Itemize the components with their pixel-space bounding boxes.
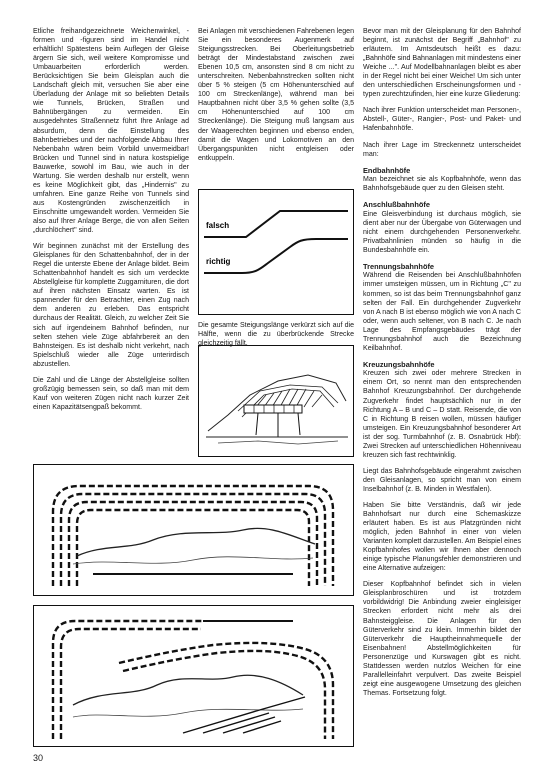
label-richtig: richtig	[206, 257, 231, 266]
section-heading: Endbahnhöfe	[363, 165, 411, 175]
paragraph: Die Zahl und die Länge der Abstellgleise sollten großzügig bemessen sein, so daß man mit dem Kauf von weiteren Zügen nicht nach kurzer Zeit einen Kapazitätsengpaß bekommt.	[33, 376, 189, 411]
text-column-2	[198, 27, 354, 170]
track-plan-shadow-station	[33, 464, 354, 596]
gradient-diagram	[198, 189, 354, 315]
paragraph: Wir beginnen zunächst mit der Erstellung des Gleisplanes für den Schattenbahnhof, der in der Regel die unterste Ebene der Anlage bildet. Beim Schattenbahnhof handelt es sich um verdeckte Abstellgleise für komplette Zuggarnituren, die dort auf ihren nächsten Einsatz warten. Es ist spannender für den Betrachter, einen Zug nach dem anderen zu erleben. Das entspricht durchaus der Realität. Gleich, zu welcher Zeit Sie sich auf irgendeinem Bahnhof befinden, nur selten stehen viele Züge abfahrbereit an den Bahnsteigen. Es ist deshalb nicht verkehrt, nach Spielschluß wieder alle Züge unterirdisch abzustellen.	[33, 243, 189, 368]
text-column-3	[363, 27, 521, 705]
paragraph: Während die Reisenden bei Anschlußbahnhöfen immer umsteigen müssen, um in Richtung „C" zu kommen, so ist das beim Trennungsbahnhof ganz selten der Fall. Ein durchgehender Zugverkehr von A nach B ist ebenso möglich wie von A nach C oder, wenn auch seltener, von B nach C. Je nach Lage des Empfangsgebäudes trägt der Trennungsbahnhof auch die Bezeichnung Keilbahnhof.	[363, 272, 521, 352]
paragraph: Nach ihrer Lage im Streckennetz unterscheidet man:	[363, 141, 521, 158]
figure-caption: Die gesamte Steigungslänge verkürzt sich auf die Hälfte, wenn die zu überbrückende Strecke gleichzeitig fällt.	[198, 322, 354, 348]
paragraph: Haben Sie bitte Verständnis, daß wir jede Bahnhofsart nur durch eine Schemaskizze erläutert haben. Es ist aus Platzgründen nicht möglich, jeden Bahnhof in einer von vielen Varianten komplett darzustellen. Am Beispiel eines Kopfbahnhofes wollen wir Ihnen aber dennoch einige typische Planungsfehler demonstrieren und eine Alternative aufzeigen:	[363, 501, 521, 573]
label-falsch: falsch	[206, 221, 230, 230]
ramp-illustration	[198, 345, 354, 457]
section-heading: Trennungsbahnhöfe	[363, 261, 435, 271]
paragraph: Liegt das Bahnhofsgebäude eingerahmt zwischen den Gleisanlagen, so spricht man von einem Inselbahnhof (z. B. Minden in Westfalen).	[363, 467, 521, 493]
paragraph: Dieser Kopfbahnhof befindet sich in vielen Gleisplanbroschüren und ist trotzdem vorbildwidrig! Die Anbindung zweier eingleisiger Strecken erfordert nicht mehr als drei Bahnsteiggleise. Die Anlagen für den Güterverkehr sind zu klein. Immerhin bildet der Güterverkehr die Hauptheinnahmequelle der Eisenbahnen! Abstellmöglichkeiten für Personenzüge und Kurswagen gibt es nicht. Stattdessen werden nutzlos Weichen für eine Parallelleinfahrt verpulvert. Das zweite Beispiel zeigt eine ausgewogene Umsetzung des gleichen Themas. Fortsetzung folgt.	[363, 581, 521, 697]
section-heading: Kreuzungsbahnhöfe	[363, 359, 435, 369]
paragraph: Man bezeichnet sie als Kopfbahnhöfe, wenn das Bahnhofsgebäude quer zu den Gleisen steht.	[363, 176, 521, 193]
page-number: 30	[33, 753, 44, 763]
section-heading: Anschlußbahnhöfe	[363, 200, 430, 210]
paragraph: Bei Anlagen mit verschiedenen Fahrebenen legen Sie ein besonderes Augenmerk auf Steigungsstrecken. Bei Oberleitungsbetrieb beträgt der Mindestabstand zwischen zwei Ebenen 10,5 cm, ansonsten sind 8 cm nicht zu unterschreiten. Nebenbahnstrecken sollten nicht über 5 % steigen (5 cm Höhenunterschied auf 100 cm Streckenlänge), während man bei Hauptbahnen nicht über 3,5 % gehen sollte (3,5 cm Höhenunterschied auf 100 cm Streckenlänge). Die Steigung muß langsam aus der Waagerechten beginnen und ebenso enden, damit die Wagen und Lokomotiven an den Übergangspunkten nicht entgleisen oder entkuppeln.	[198, 28, 354, 162]
paragraph: Bevor man mit der Gleisplanung für den Bahnhof beginnt, ist zunächst der Begriff „Bahnhof" zu erläutern. Im Amtsdeutsch heißt es dazu: „Bahnhöfe sind Bahnanlagen mit mindestens einer Weiche ...". Auf Modellbahnanlagen bleibt es aber in der Regel nicht bei einer Weiche! Um sich unter den unterschiedlichen Erscheinungsformen und -typen zurechtzufinden, hier eine kurze Gliederung:	[363, 28, 521, 99]
paragraph: Nach ihrer Funktion unterscheidet man Personen-, Abstell-, Güter-, Rangier-, Post- und Paket- und Hafenbahnhöfe.	[363, 107, 521, 133]
right-ramp-line	[204, 239, 348, 273]
text-column-1	[33, 27, 189, 419]
paragraph: Etliche freihandgezeichnete Weichenwinkel, -formen und -figuren sind im Handel nicht erhältlich! Spätestens beim Auflegen der Gleise ärgern Sie sich, weil weitere Kompromisse und Umbauarbeiten erforderlich werden. Berücksichtigen Sie beim Gleisplan auch die Landschaft gleich mit, versuchen Sie aber eine Überladung der Anlage mit so beliebten Details wie Tunnels, Brücken, Straßen und Bahnübergängen zu vermeiden. Ein ausgedehntes Straßennetz führt Ihre Anlage ad absurdum, denn die Einstellung des Bahnbetriebes und der nachfolgende Abbau Ihrer Nebenbahn wären beim Vorbild unvermeidbar! Brücken und Tunnel sind in natura kostspielige Bauwerke, sowohl im Bau, wie auch in der Wartung. Sie werden deshalb nur erstellt, wenn es keine Möglichkeit gibt, das „Hindernis" zu umfahren. Eine ganze Reihe von Tunnels sind aus Kostengründen zwischenzeitlich in Einschnitte umgewandelt worden. Vermeiden Sie also auf Ihrer Anlage Berge, die von allen Seiten „durchlöchert" sind.	[33, 28, 189, 235]
paragraph: Eine Gleisverbindung ist durchaus möglich, sie dient aber nur der Übergabe von Güterwagen und nicht einem durchgehenden Personenverkehr. Privatbahnlinien münden so häufig in die Bundesbahnhöfe ein.	[363, 210, 521, 254]
paragraph: Kreuzen sich zwei oder mehrere Strecken in einem Ort, so nennt man den entsprechenden Bahnhof Kreuzungsbahnhof. Der durchgehende Zugverkehr findet hauptsächlich nur in der Richtung A – B und C – D statt. Reisende, die von C in Richtung B reisen wollen, müssen häufiger umsteigen. Ein Kreuzungsbahnhof besonderer Art ist der sog. Turmbahnhof (z. B. Osnabrück Hbf): Zwei Strecken auf unterschiedlichen Höhenniveau kreuzen sich fast rechtwinklig.	[363, 370, 521, 459]
track-plan-upper-level	[33, 605, 354, 747]
